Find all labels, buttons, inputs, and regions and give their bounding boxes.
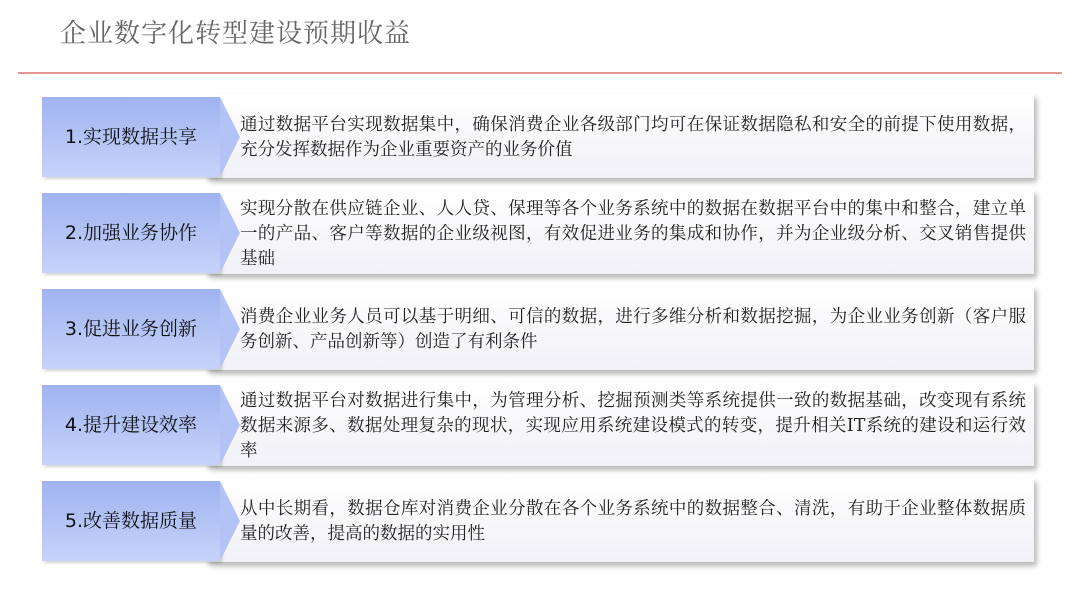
benefit-description-wrap: [240, 484, 1026, 560]
tag-chevron-arrow: [220, 385, 240, 465]
benefit-tag: [42, 97, 220, 177]
benefit-description-box: [206, 94, 1034, 178]
benefit-description-wrap: [240, 196, 1026, 272]
benefit-description: 通过数据平台对数据进行集中，为管理分析、挖掘预测类等系统提供一致的数据基础，改变现有系统数据来源多、数据处理复杂的现状，实现应用系统建设模式的转变，提升相关IT系统的建设和运行效率: [240, 390, 1026, 461]
page-title: 企业数字化转型建设预期收益: [60, 19, 412, 49]
benefit-row-4: [42, 382, 1042, 468]
tag-chevron-arrow: [220, 193, 240, 273]
benefit-description-wrap: [240, 100, 1026, 176]
benefit-label: 3.促进业务创新: [64, 318, 198, 340]
benefit-description-box: [206, 190, 1034, 274]
benefit-description-box: [206, 478, 1034, 562]
benefit-description-box: [206, 382, 1034, 466]
benefit-tag: [42, 481, 220, 561]
benefit-label: 1.实现数据共享: [64, 126, 198, 148]
benefit-row-2: [42, 190, 1042, 276]
benefit-description-box: [206, 286, 1034, 370]
benefit-description: 通过数据平台实现数据集中，确保消费企业各级部门均可在保证数据隐私和安全的前提下使用数据，充分发挥数据作为企业重要资产的业务价值: [240, 115, 1026, 160]
benefit-description: 实现分散在供应链企业、人人贷、保理等各个业务系统中的数据在数据平台中的集中和整合，建立单一的产品、客户等数据的企业级视图，有效促进业务的集成和协作，并为企业级分析、交叉销售提供基础: [240, 198, 1026, 269]
benefit-row-3: [42, 286, 1042, 372]
benefit-label: 5.改善数据质量: [64, 510, 198, 532]
benefit-tag: [42, 385, 220, 465]
benefit-description: 消费企业业务人员可以基于明细、可信的数据，进行多维分析和数据挖掘，为企业业务创新（客户服务创新、产品创新等）创造了有利条件: [240, 307, 1026, 352]
benefit-tag: [42, 289, 220, 369]
benefit-description: 从中长期看，数据仓库对消费企业分散在各个业务系统中的数据整合、清洗，有助于企业整体数据质量的改善，提高的数据的实用性: [240, 499, 1026, 544]
benefit-tag: [42, 193, 220, 273]
benefit-description-wrap: [240, 292, 1026, 368]
benefit-description-wrap: [240, 388, 1026, 464]
benefit-label: 4.提升建设效率: [64, 414, 198, 436]
tag-chevron-arrow: [220, 289, 240, 369]
tag-chevron-arrow: [220, 97, 240, 177]
benefits-list: [42, 94, 1042, 574]
benefit-row-5: [42, 478, 1042, 564]
benefit-label: 2.加强业务协作: [64, 222, 198, 244]
benefit-row-1: [42, 94, 1042, 180]
tag-chevron-arrow: [220, 481, 240, 561]
title-divider: [18, 72, 1062, 74]
